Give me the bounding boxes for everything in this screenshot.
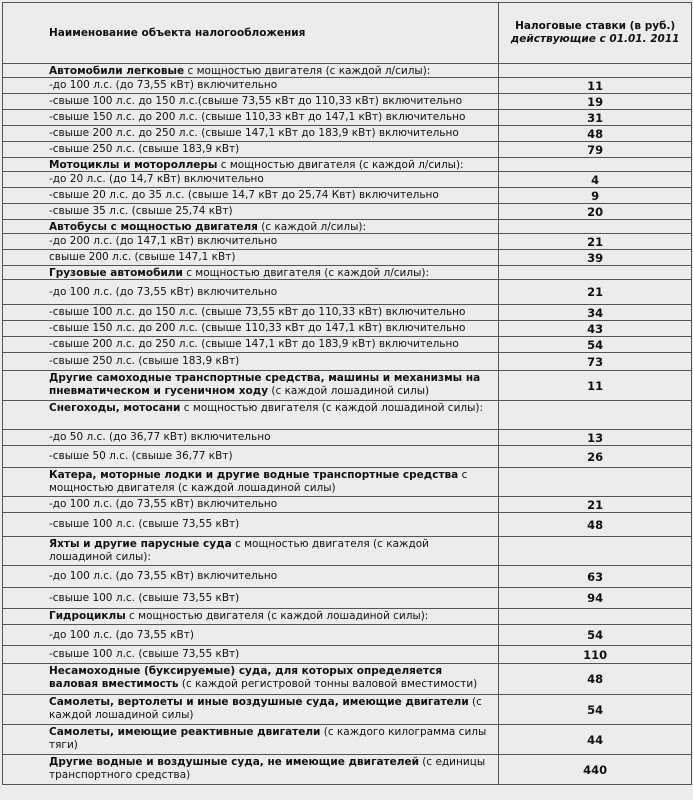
item-label: -свыше 250 л.с. (свыше 183,9 кВт) — [49, 355, 240, 367]
item-label: -свыше 35 л.с. (свыше 25,74 кВт) — [49, 205, 233, 217]
tax-rate-cell — [499, 126, 692, 141]
object-name-cell — [3, 497, 499, 512]
category-row — [2, 401, 692, 430]
table-row — [2, 204, 692, 220]
table-row — [2, 497, 692, 513]
category-row — [2, 220, 692, 234]
item-label: -до 100 л.с. (до 73,55 кВт) включительно — [49, 570, 278, 582]
object-name-cell — [3, 94, 499, 109]
tax-rate-cell — [499, 78, 692, 93]
tax-rate-value: 43 — [587, 321, 604, 336]
tax-rate-value: 94 — [587, 591, 604, 605]
category-row — [2, 266, 692, 280]
item-label: -свыше 250 л.с. (свыше 183,9 кВт) — [49, 143, 240, 155]
tax-rate-value: 48 — [587, 517, 604, 532]
category-row — [2, 664, 692, 695]
tax-rate-value: 54 — [587, 702, 604, 717]
category-description: (с каждой лошадиной силы) — [49, 696, 482, 721]
tax-rate-value: 44 — [587, 732, 604, 747]
object-name-cell — [3, 513, 499, 536]
tax-rate-cell — [499, 755, 692, 784]
item-label: -свыше 100 л.с. (свыше 73,55 кВт) — [49, 518, 240, 530]
tax-rate-value: 11 — [587, 378, 604, 393]
tax-rate-table — [2, 2, 692, 785]
tax-rate-cell — [499, 566, 692, 587]
tax-rate-cell — [499, 695, 692, 724]
tax-rate-value: 54 — [587, 337, 604, 352]
object-name-cell — [3, 234, 499, 249]
table-body — [2, 64, 692, 785]
category-title: Гидроциклы — [49, 610, 126, 622]
table-row — [2, 625, 692, 646]
object-name-cell — [3, 337, 499, 352]
object-name-cell — [3, 220, 499, 233]
tax-rate-value: 440 — [583, 762, 608, 777]
table-row — [2, 353, 692, 371]
category-title: Мотоциклы и мотороллеры — [49, 159, 218, 171]
category-title: Другие водные и воздушные суда, не имеющие двигателей — [49, 756, 419, 768]
category-title: Самолеты, вертолеты и иные воздушные суда, имеющие двигатели — [49, 696, 469, 708]
tax-rate-value: 9 — [591, 188, 600, 203]
tax-rate-cell — [499, 646, 692, 663]
tax-rate-value: 34 — [587, 305, 604, 320]
category-row — [2, 695, 692, 725]
tax-rate-cell — [499, 497, 692, 512]
table-row — [2, 250, 692, 266]
item-label: -свыше 150 л.с. до 200 л.с. (свыше 110,33 кВт до 147,1 кВт) включительно — [49, 322, 466, 334]
table-row — [2, 430, 692, 446]
tax-rate-value: 79 — [587, 142, 604, 157]
tax-rate-cell — [499, 353, 692, 370]
tax-rate-value: 48 — [587, 672, 604, 686]
tax-rate-value: 39 — [587, 250, 604, 265]
tax-rate-cell — [499, 110, 692, 125]
object-name-cell — [3, 468, 499, 496]
category-description: (с каждой лошадиной силы) — [268, 385, 430, 397]
table-row — [2, 566, 692, 588]
table-row — [2, 172, 692, 188]
category-description: (с единицы транспортного средства) — [49, 756, 486, 781]
object-name-cell — [3, 725, 499, 754]
table-row — [2, 188, 692, 204]
header-object-name — [3, 3, 499, 63]
tax-rate-cell — [499, 664, 692, 694]
category-description: с мощностью двигателя (с каждой лошадиной силы): — [49, 538, 429, 563]
tax-rate-cell — [499, 609, 692, 624]
category-row — [2, 468, 692, 497]
table-row — [2, 280, 692, 305]
tax-rate-cell — [499, 725, 692, 754]
tax-rate-value: 21 — [587, 234, 604, 249]
tax-rate-cell — [499, 371, 692, 400]
object-name-cell — [3, 401, 499, 429]
category-description: с мощностью двигателя (с каждой лошадиной силы) — [49, 469, 468, 494]
category-row — [2, 725, 692, 755]
object-name-cell — [3, 158, 499, 171]
category-title: Автомобили легковые — [49, 65, 185, 77]
item-label: -свыше 100 л.с. до 150 л.с.(свыше 73,55 кВт до 110,33 кВт) включительно — [49, 95, 463, 107]
tax-rate-cell — [499, 220, 692, 233]
item-label: -свыше 100 л.с. (свыше 73,55 кВт) — [49, 648, 240, 660]
object-name-cell — [3, 353, 499, 370]
tax-rate-cell — [499, 337, 692, 352]
object-name-cell — [3, 371, 499, 400]
header-tax-rate — [499, 3, 692, 63]
tax-rate-value: 26 — [587, 449, 604, 464]
tax-rate-cell — [499, 94, 692, 109]
item-label: -до 100 л.с. (до 73,55 кВт) включительно — [49, 79, 278, 91]
item-label: -свыше 100 л.с. до 150 л.с. (свыше 73,55 кВт до 110,33 кВт) включительно — [49, 306, 466, 318]
tax-rate-cell — [499, 625, 692, 645]
object-name-cell — [3, 64, 499, 77]
category-row — [2, 609, 692, 625]
object-name-cell — [3, 78, 499, 93]
tax-rate-cell — [499, 172, 692, 187]
tax-rate-cell — [499, 234, 692, 249]
category-title: Снегоходы, мотосани — [49, 402, 181, 414]
object-name-cell — [3, 430, 499, 445]
tax-rate-cell — [499, 305, 692, 320]
object-name-cell — [3, 280, 499, 304]
tax-rate-value: 31 — [587, 110, 604, 125]
category-title: Автобусы с мощностью двигателя — [49, 221, 258, 233]
table-row — [2, 305, 692, 321]
table-row — [2, 142, 692, 158]
category-description: (с каждой регистровой тонны валовой вместимости) — [178, 678, 478, 690]
object-name-cell — [3, 321, 499, 336]
header-col2-line1: Налоговые ставки (в руб.) — [515, 20, 676, 32]
category-description: с мощностью двигателя (с каждой л/силы): — [184, 65, 431, 77]
tax-rate-value: 21 — [587, 285, 604, 299]
item-label: -свыше 20 л.с. до 35 л.с. (свыше 14,7 кВт до 25,74 Квт) включительно — [49, 189, 439, 201]
tax-rate-cell — [499, 266, 692, 279]
object-name-cell — [3, 266, 499, 279]
item-label: -свыше 150 л.с. до 200 л.с. (свыше 110,33 кВт до 147,1 кВт) включительно — [49, 111, 466, 123]
object-name-cell — [3, 755, 499, 784]
tax-rate-value: 110 — [583, 647, 608, 662]
object-name-cell — [3, 609, 499, 624]
object-name-cell — [3, 537, 499, 565]
table-row — [2, 321, 692, 337]
object-name-cell — [3, 588, 499, 608]
table-row — [2, 78, 692, 94]
object-name-cell — [3, 625, 499, 645]
item-label: -до 100 л.с. (до 73,55 кВт) включительно — [49, 498, 278, 510]
category-description: с мощностью двигателя (с каждой лошадиной силы): — [180, 402, 484, 414]
item-label: -свыше 200 л.с. до 250 л.с. (свыше 147,1 кВт до 183,9 кВт) включительно — [49, 338, 459, 350]
item-label: -до 100 л.с. (до 73,55 кВт) включительно — [49, 285, 278, 298]
item-label: -свыше 50 л.с. (свыше 36,77 кВт) — [49, 450, 233, 462]
category-row — [2, 755, 692, 785]
object-name-cell — [3, 446, 499, 467]
tax-rate-value: 63 — [587, 569, 604, 584]
tax-rate-cell — [499, 188, 692, 203]
tax-rate-cell — [499, 588, 692, 608]
item-label: -свыше 200 л.с. до 250 л.с. (свыше 147,1 кВт до 183,9 кВт) включительно — [49, 127, 459, 139]
table-row — [2, 446, 692, 468]
object-name-cell — [3, 204, 499, 219]
tax-rate-value: 21 — [587, 497, 604, 512]
category-description: с мощностью двигателя (с каждой л/силы): — [182, 267, 430, 279]
category-description: с мощностью двигателя (с каждой л/силы): — [217, 159, 464, 171]
item-label: свыше 200 л.с. (свыше 147,1 кВт) — [49, 251, 236, 263]
object-name-cell — [3, 305, 499, 320]
object-name-cell — [3, 172, 499, 187]
category-row — [2, 371, 692, 401]
item-label: -до 20 л.с. (до 14,7 кВт) включительно — [49, 173, 264, 185]
category-title: Грузовые автомобили — [49, 267, 183, 279]
tax-rate-value: 4 — [591, 172, 600, 187]
category-description: (с каждого килограмма силы тяги) — [49, 726, 487, 751]
table-row — [2, 513, 692, 537]
table-row — [2, 234, 692, 250]
category-description: (с каждой л/силы): — [257, 221, 366, 233]
table-header — [2, 2, 692, 64]
category-title: Катера, моторные лодки и другие водные транспортные средства — [49, 469, 459, 481]
header-col2-line2: действующие с 01.01. 2011 — [510, 33, 680, 45]
object-name-cell — [3, 110, 499, 125]
tax-rate-value: 11 — [587, 78, 604, 93]
category-title: Самолеты, имеющие реактивные двигатели — [49, 726, 321, 738]
category-title: Несамоходные (буксируемые) суда, для которых определяется валовая вместимость — [49, 665, 443, 690]
tax-rate-value: 73 — [587, 354, 604, 369]
object-name-cell — [3, 646, 499, 663]
item-label: -свыше 100 л.с. (свыше 73,55 кВт) — [49, 591, 240, 604]
tax-rate-cell — [499, 513, 692, 536]
tax-rate-cell — [499, 280, 692, 304]
tax-rate-cell — [499, 401, 692, 429]
category-row — [2, 64, 692, 78]
table-row — [2, 646, 692, 664]
object-name-cell — [3, 566, 499, 587]
tax-rate-cell — [499, 250, 692, 265]
object-name-cell — [3, 695, 499, 724]
tax-rate-cell — [499, 321, 692, 336]
object-name-cell — [3, 188, 499, 203]
table-row — [2, 94, 692, 110]
tax-rate-value: 20 — [587, 204, 604, 219]
header-col1-label: Наименование объекта налогообложения — [49, 26, 306, 39]
tax-rate-cell — [499, 537, 692, 565]
tax-rate-cell — [499, 158, 692, 171]
table-row — [2, 588, 692, 609]
object-name-cell — [3, 126, 499, 141]
table-row — [2, 337, 692, 353]
item-label: -до 200 л.с. (до 147,1 кВт) включительно — [49, 235, 278, 247]
tax-rate-cell — [499, 430, 692, 445]
object-name-cell — [3, 250, 499, 265]
tax-rate-cell — [499, 204, 692, 219]
table-row — [2, 126, 692, 142]
tax-rate-value: 54 — [587, 628, 604, 642]
category-title: Другие самоходные транспортные средства, машины и механизмы на пневматическом и гусеничном ходу — [49, 372, 481, 397]
object-name-cell — [3, 142, 499, 157]
category-row — [2, 537, 692, 566]
tax-rate-cell — [499, 142, 692, 157]
item-label: -до 100 л.с. (до 73,55 кВт) — [49, 628, 194, 641]
tax-rate-cell — [499, 468, 692, 496]
tax-rate-cell — [499, 446, 692, 467]
item-label: -до 50 л.с. (до 36,77 кВт) включительно — [49, 431, 271, 443]
tax-rate-value: 13 — [587, 430, 604, 445]
category-row — [2, 158, 692, 172]
tax-rate-value: 48 — [587, 126, 604, 141]
category-title: Яхты и другие парусные суда — [49, 538, 232, 550]
category-description: с мощностью двигателя (с каждой лошадиной силы): — [125, 610, 429, 622]
object-name-cell — [3, 664, 499, 694]
tax-rate-cell — [499, 64, 692, 77]
tax-rate-value: 19 — [587, 94, 604, 109]
table-row — [2, 110, 692, 126]
